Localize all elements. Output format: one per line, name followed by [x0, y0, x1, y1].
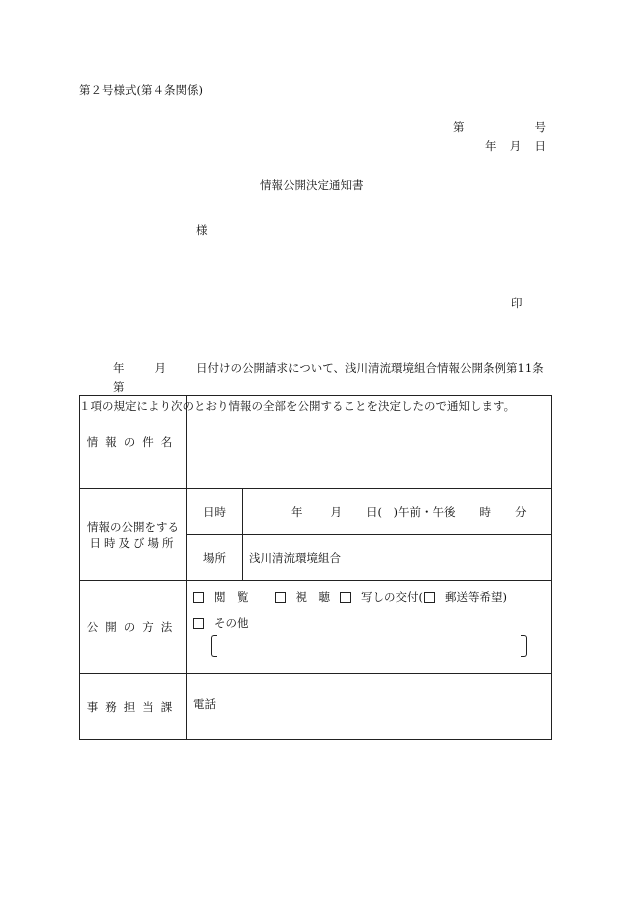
datetime-value	[243, 489, 552, 535]
addressee-suffix: 様	[196, 223, 208, 237]
dt-year: 年	[291, 504, 303, 519]
listen-option-label: 視 聴	[295, 590, 330, 604]
mail-option-label: 郵送等希望)	[445, 590, 507, 604]
place-value: 浅川清流環境組合	[243, 535, 552, 581]
bracket-left	[211, 635, 217, 657]
view-checkbox[interactable]	[193, 592, 204, 603]
intro-month: 月	[154, 361, 166, 375]
date-month: 月	[509, 139, 522, 153]
place-label: 場所	[187, 535, 243, 581]
dt-minute: 分	[514, 504, 527, 519]
copy-checkbox[interactable]	[340, 592, 351, 603]
phone-label: 電話	[193, 697, 216, 711]
schedule-label	[80, 489, 187, 581]
listen-checkbox[interactable]	[275, 592, 286, 603]
date-year: 年	[485, 139, 497, 153]
dt-day: 日( )午前・午後	[366, 504, 456, 519]
info-name-label: 情報の件名	[80, 396, 187, 489]
table-row	[80, 489, 552, 535]
other-checkbox[interactable]	[193, 618, 204, 629]
copy-option-label: 写しの交付(	[361, 590, 423, 604]
method-label: 公開の方法	[80, 581, 187, 674]
date-day: 日	[534, 139, 546, 153]
schedule-label-line2: 日時及び場所	[89, 535, 177, 550]
method-options	[187, 581, 552, 674]
mail-checkbox[interactable]	[424, 592, 435, 603]
document-number-line	[453, 119, 546, 135]
seal-mark: 印	[511, 296, 523, 310]
number-suffix: 号	[534, 120, 546, 134]
table-row	[80, 396, 552, 489]
bracket-right	[521, 635, 527, 657]
form-id: 第２号様式(第４条関係)	[79, 83, 203, 97]
intro-year: 年	[113, 361, 125, 375]
dt-month: 月	[330, 504, 342, 519]
view-option-label: 閲 覧	[214, 590, 249, 604]
intro-line2: １項の規定により次のとおり情報の全部を公開することを決定したので通知します。	[79, 399, 516, 413]
number-prefix: 第	[453, 120, 465, 134]
issue-date-line	[485, 138, 546, 154]
phone-cell	[187, 674, 552, 740]
table-row	[80, 674, 552, 740]
other-option-label: その他	[214, 616, 249, 630]
office-label: 事務担当課	[80, 674, 187, 740]
page-title: 情報公開決定通知書	[260, 178, 364, 192]
dt-hour: 時	[479, 504, 491, 519]
info-name-value	[187, 396, 552, 489]
intro-line1: 日付けの公開請求について、浅川清流環境組合情報公開条例第11条第	[113, 361, 544, 394]
disclosure-table	[79, 395, 552, 740]
datetime-label: 日時	[187, 489, 243, 535]
other-detail-bracket[interactable]	[193, 635, 545, 659]
schedule-label-line1: 情報の公開をする	[87, 519, 179, 534]
table-row	[80, 581, 552, 674]
